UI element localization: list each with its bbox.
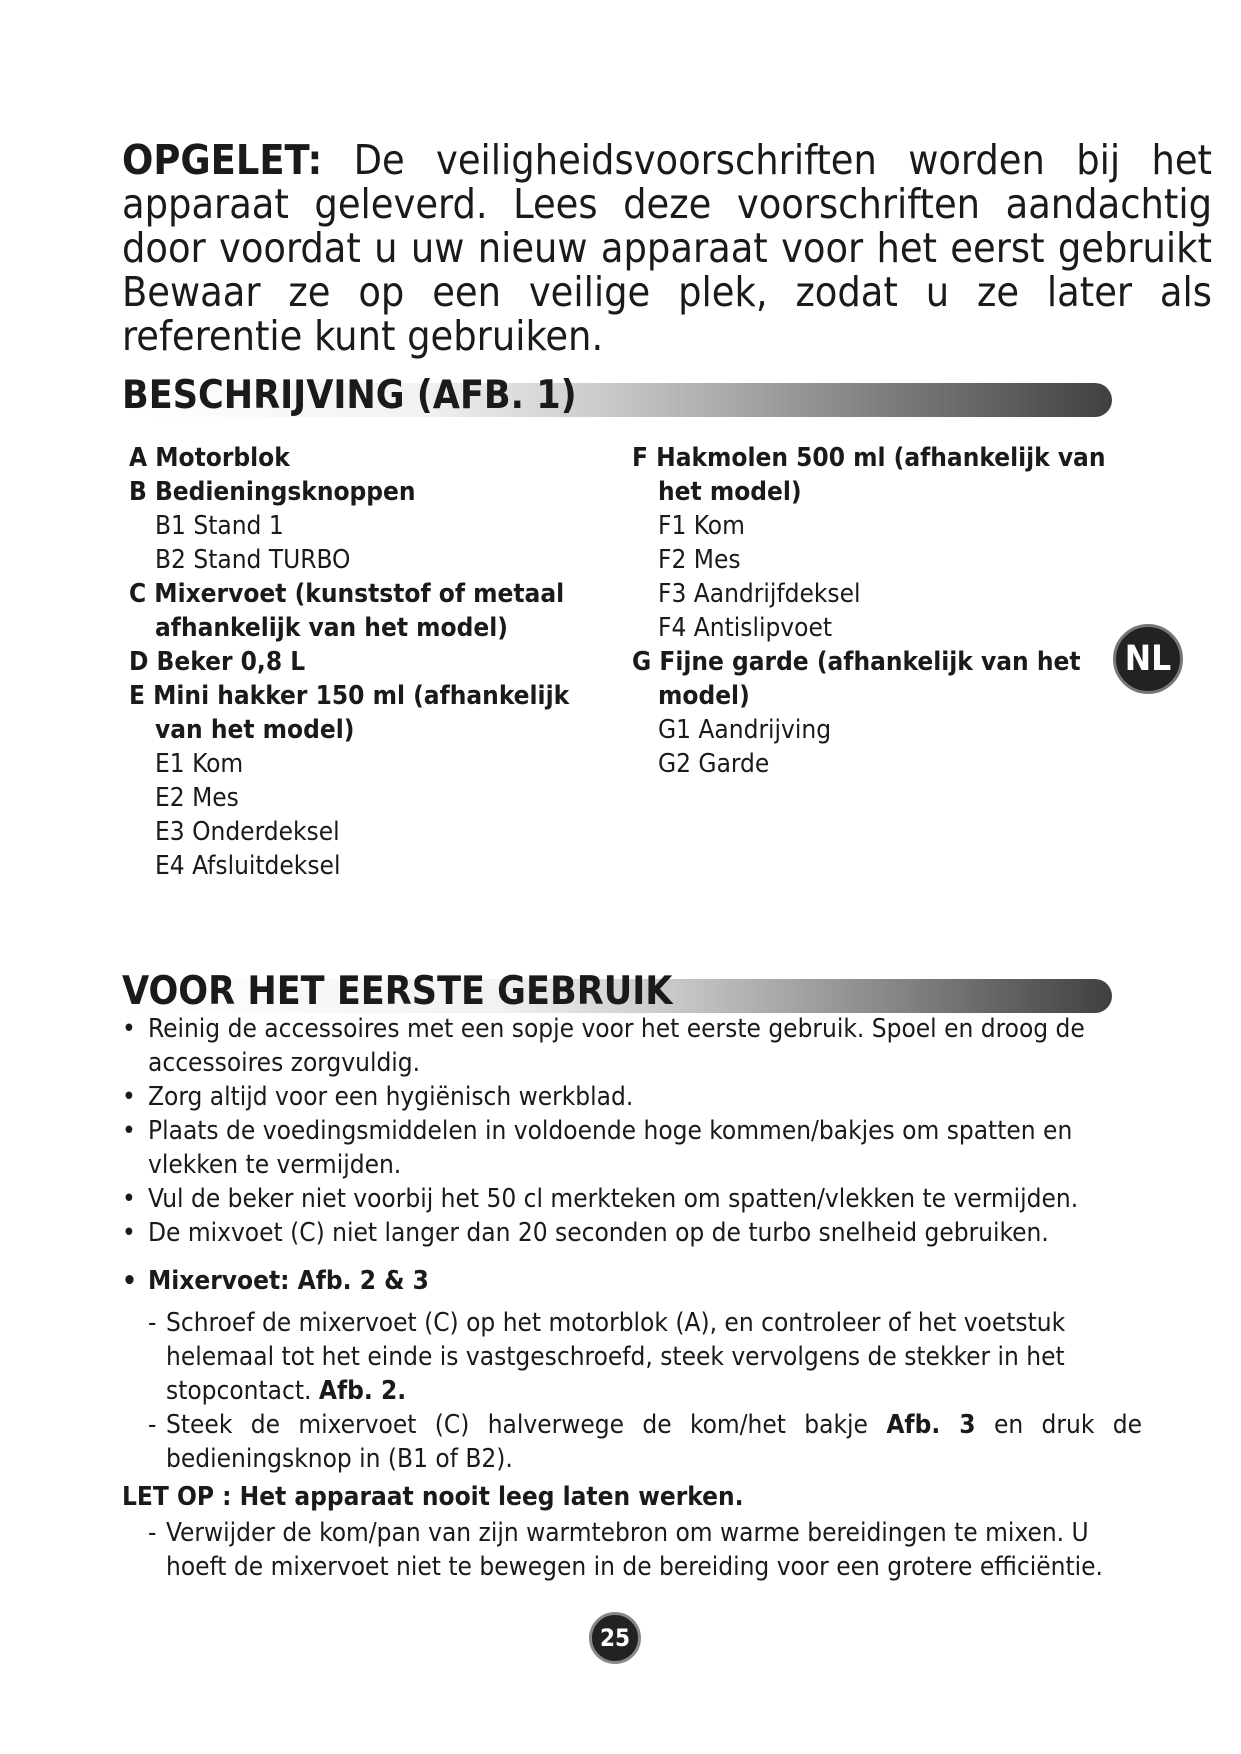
mixer-step-1-text: Schroef de mixervoet (C) op het motorblok (A), en controleer of het voetstuk helemaal tot het einde is vastgeschroefd, steek vervolgens de stekker in het stopcontact. [166, 1308, 1066, 1406]
list-item: F2 Mes [658, 545, 741, 575]
bullet-item: • Zorg altijd voor een hygiënisch werkblad. [122, 1080, 1142, 1114]
list-item: G1 Aandrijving [658, 715, 832, 745]
list-item: E4 Afsluitdeksel [155, 851, 341, 881]
list-item: B2 Stand TURBO [155, 545, 351, 575]
list-item: D Beker 0,8 L [129, 647, 306, 677]
warning-line-2: apparaat geleverd. Lees deze voorschriften aandachtig [122, 180, 1212, 228]
list-item: E2 Mes [155, 783, 239, 813]
list-item: E Mini hakker 150 ml (afhankelijk [129, 681, 570, 711]
list-item: G Fijne garde (afhankelijk van het [632, 647, 1081, 677]
mixer-step-2-text-end: en druk de bedieningsknop in (B1 of B2). [166, 1410, 1142, 1474]
page-number: 25 [589, 1612, 641, 1664]
list-item: B1 Stand 1 [155, 511, 284, 541]
mixer-step-2-text: Steek de mixervoet (C) halverwege de kom/het bakje [166, 1410, 868, 1440]
list-item: afhankelijk van het model) [155, 613, 508, 643]
description-list-left [129, 441, 569, 883]
warning-line-4: Bewaar ze op een veilige plek, zodat u ze later als [122, 268, 1212, 316]
list-item: van het model) [155, 715, 355, 745]
mixer-heading: • Mixervoet: Afb. 2 & 3 [122, 1264, 1142, 1298]
caution-line: LET OP : Het apparaat nooit leeg laten werken. [122, 1482, 744, 1512]
bullet-item: • Vul de beker niet voorbij het 50 cl merkteken om spatten/vlekken te vermijden. [122, 1182, 1142, 1216]
warning-label: OPGELET: [122, 136, 323, 184]
warning-line-1 [122, 138, 1212, 182]
first-use-section-header [122, 966, 1112, 1018]
warning-line-3: door voordat u uw nieuw apparaat voor het eerst gebruikt [122, 224, 1212, 272]
warning-paragraph [122, 138, 1212, 358]
list-item: E1 Kom [155, 749, 244, 779]
bullet-item: • Reinig de accessoires met een sopje voor het eerste gebruik. Spoel en droog de accessoires zorgvuldig. [122, 1012, 1142, 1080]
warning-line-5: referentie kunt gebruiken. [122, 312, 604, 360]
first-use-content [122, 1012, 1142, 1584]
list-item: F3 Aandrijfdeksel [658, 579, 861, 609]
list-item: C Mixervoet (kunststof of metaal [129, 579, 565, 609]
list-item: A Motorblok [129, 443, 290, 473]
warning-line-1-text: De veiligheidsvoorschriften worden bij het [353, 136, 1212, 184]
list-item: het model) [658, 477, 802, 507]
list-item: E3 Onderdeksel [155, 817, 340, 847]
language-badge: NL [1113, 624, 1183, 694]
list-item: F4 Antislipvoet [658, 613, 833, 643]
description-list-right [632, 441, 1106, 781]
bullet-item: • De mixvoet (C) niet langer dan 20 seconden op de turbo snelheid gebruiken. [122, 1216, 1142, 1250]
description-section-header [122, 370, 1112, 422]
bullet-item: • Plaats de voedingsmiddelen in voldoende hoge kommen/bakjes om spatten en vlekken te vermijden. [122, 1114, 1142, 1182]
description-title: BESCHRIJVING (AFB. 1) [122, 373, 577, 418]
list-item: B Bedieningsknoppen [129, 477, 416, 507]
list-item: G2 Garde [658, 749, 770, 779]
figure-ref: Afb. 3 [886, 1410, 976, 1440]
first-use-title: VOOR HET EERSTE GEBRUIK [122, 969, 673, 1014]
mixer-step-1 [122, 1306, 1142, 1408]
list-item: F Hakmolen 500 ml (afhankelijk van [632, 443, 1106, 473]
list-item: model) [658, 681, 750, 711]
mixer-step-3: - Verwijder de kom/pan van zijn warmtebron om warme bereidingen te mixen. U hoeft de mixervoet niet te bewegen in de bereiding voor een grotere efficiëntie. [122, 1516, 1142, 1584]
list-item: F1 Kom [658, 511, 745, 541]
figure-ref: Afb. 2. [318, 1376, 407, 1406]
mixer-step-2 [122, 1408, 1142, 1476]
